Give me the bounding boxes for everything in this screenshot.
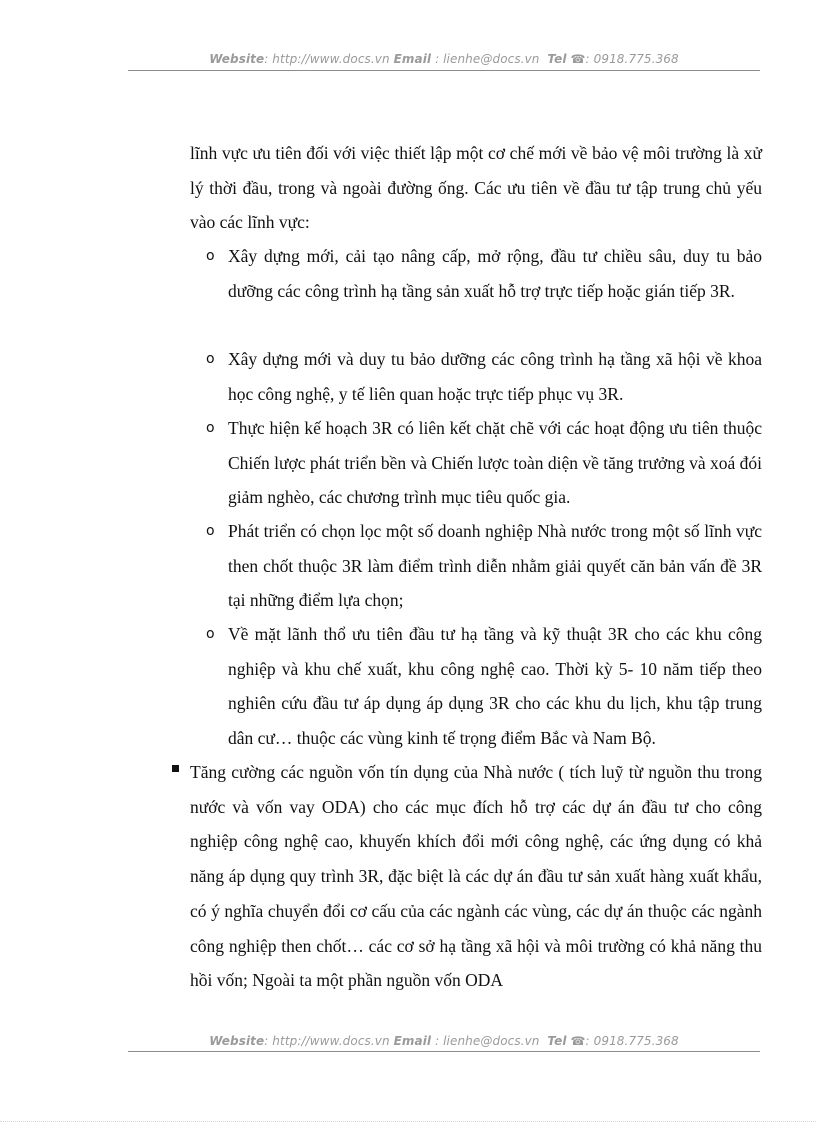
bullet-text: Tăng cường các nguồn vốn tín dụng của Nhà nước ( tích luỹ từ nguồn thu trong nước và vốn vay ODA) cho các mục đích hỗ trợ các dự án đầu tư cho công nghiệp công nghệ cao, khuyến khích đổi mới công nghệ, các ứng dụng có khả năng áp dụng quy trình 3R, đặc biệt là các dự án đầu tư sản xuất hàng xuất khẩu, có ý nghĩa chuyển đổi cơ cấu của các ngành các vùng, các dự án thuộc các ngành công nghiệp then chốt… các cơ sở hạ tầng xã hội và môi trường có khả năng thu hồi vốn; Ngoài ta một phần nguồn vốn ODA (190, 762, 762, 991)
footer-website-label: Website (209, 1034, 265, 1048)
square-bullet-item (190, 755, 762, 998)
square-bullet-icon (172, 765, 179, 772)
circle-bullet-icon: o (206, 626, 215, 642)
header-website-value: : http://www.docs.vn (264, 52, 390, 66)
page-edge-divider (0, 1121, 816, 1122)
sub-item-text: Xây dựng mới và duy tu bảo dưỡng các công trình hạ tầng xã hội về khoa học công nghệ, y tế liên quan hoặc trực tiếp phục vụ 3R. (228, 349, 762, 404)
header-tel-label: Tel (547, 52, 567, 66)
header-website-label: Website (209, 52, 265, 66)
circle-bullet-icon: o (206, 248, 215, 264)
sub-item (206, 342, 762, 411)
footer-rule (128, 1051, 760, 1052)
phone-icon: ☎ (570, 52, 586, 66)
header-tel-value: : 0918.775.368 (585, 52, 679, 66)
footer-email-label: Email (393, 1034, 432, 1048)
footer-tel-label: Tel (547, 1034, 567, 1048)
page-footer (128, 1034, 760, 1048)
sub-item (206, 239, 762, 308)
header-email-value: : lienhe@docs.vn (431, 52, 540, 66)
intro-paragraph: lĩnh vực ưu tiên đối với việc thiết lập một cơ chế mới về bảo vệ môi trường là xử lý thời đầu, trong và ngoài đường ống. Các ưu tiên về đầu tư tập trung chủ yếu vào các lĩnh vực: (190, 143, 762, 233)
footer-website-value: : http://www.docs.vn (264, 1034, 390, 1048)
sub-item-text: Phát triển có chọn lọc một số doanh nghiệp Nhà nước trong một số lĩnh vực then chốt thuộc 3R làm điểm trình diễn nhằm giải quyết căn bản vấn đề 3R tại những điểm lựa chọn; (228, 521, 762, 611)
page-header (128, 52, 760, 66)
sub-item-text: Về mặt lãnh thổ ưu tiên đầu tư hạ tầng và kỹ thuật 3R cho các khu công nghiệp và khu chế xuất, khu công nghệ cao. Thời kỳ 5- 10 năm tiếp theo nghiên cứu đầu tư áp dụng áp dụng 3R cho các khu du lịch, khu tập trung dân cư… thuộc các vùng kinh tế trọng điểm Bắc và Nam Bộ. (228, 624, 762, 749)
circle-bullet-icon: o (206, 420, 215, 436)
sub-item (206, 411, 762, 515)
sub-item-text: Xây dựng mới, cải tạo nâng cấp, mở rộng, đầu tư chiều sâu, duy tu bảo dưỡng các công trình hạ tầng sản xuất hỗ trợ trực tiếp hoặc gián tiếp 3R. (228, 246, 762, 301)
header-rule (128, 70, 760, 71)
sub-item-text: Thực hiện kế hoạch 3R có liên kết chặt chẽ với các hoạt động ưu tiên thuộc Chiến lược phát triển bền và Chiến lược toàn diện về tăng trưởng và xoá đói giảm nghèo, các chương trình mục tiêu quốc gia. (228, 418, 762, 508)
circle-bullet-icon: o (206, 523, 215, 539)
footer-email-value: : lienhe@docs.vn (431, 1034, 540, 1048)
sub-item (206, 514, 762, 618)
sub-item (206, 617, 762, 756)
circle-bullet-icon: o (206, 351, 215, 367)
footer-tel-value: : 0918.775.368 (585, 1034, 679, 1048)
header-email-label: Email (393, 52, 432, 66)
phone-icon: ☎ (570, 1034, 586, 1048)
